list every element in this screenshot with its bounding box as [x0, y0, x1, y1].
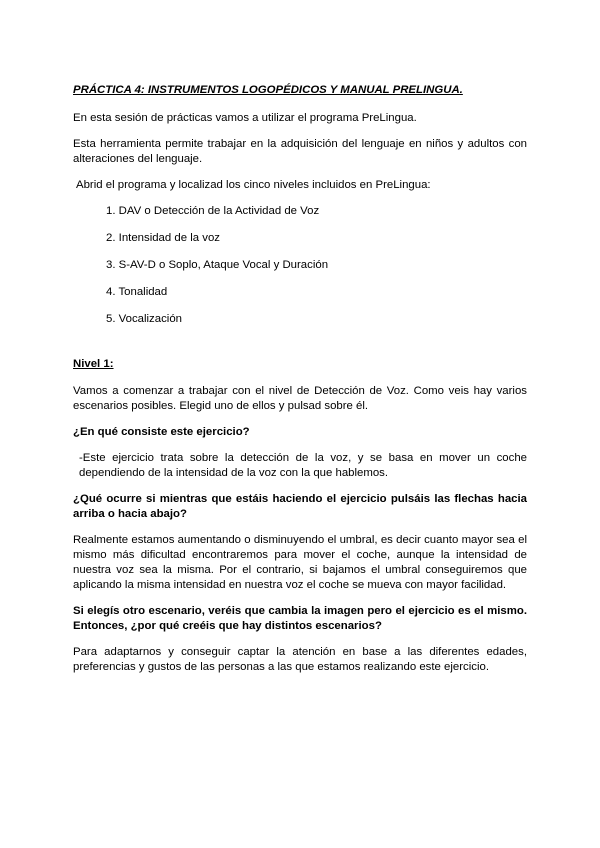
levels-list — [73, 204, 527, 327]
page-title: PRÁCTICA 4: INSTRUMENTOS LOGOPÉDICOS Y MANUAL PRELINGUA. — [73, 84, 463, 96]
answer-1: -Este ejercicio trata sobre la detección de la voz, y se basa en mover un coche dependiendo de la intensidad de la voz con la que hablemos. — [79, 452, 527, 479]
intro-paragraph-3: Abrid el programa y localizad los cinco niveles incluidos en PreLingua: — [76, 179, 431, 191]
list-item: 1. DAV o Detección de la Actividad de Voz — [106, 205, 320, 217]
level1-description: Vamos a comenzar a trabajar con el nivel de Detección de Voz. Como veis hay varios escenarios posibles. Elegid uno de ellos y pulsad sobre él. — [73, 385, 527, 412]
question-3: Si elegís otro escenario, veréis que cambia la imagen pero el ejercicio es el mismo. Entonces, ¿por qué creéis que hay distintos escenarios? — [73, 605, 527, 632]
list-item: 2. Intensidad de la voz — [106, 232, 220, 244]
question-2: ¿Qué ocurre si mientras que estáis haciendo el ejercicio pulsáis las flechas hacia arriba o hacia abajo? — [73, 493, 527, 520]
list-item: 3. S-AV-D o Soplo, Ataque Vocal y Duración — [106, 259, 329, 271]
answer-3: Para adaptarnos y conseguir captar la atención en base a las diferentes edades, preferencias y gustos de las personas a las que estamos realizando este ejercicio. — [73, 646, 527, 673]
intro-paragraph-1: En esta sesión de prácticas vamos a utilizar el programa PreLingua. — [73, 112, 417, 124]
spacer — [73, 339, 527, 357]
document-page — [73, 83, 527, 686]
level1-heading: Nivel 1: — [73, 358, 114, 370]
answer-2: Realmente estamos aumentando o disminuyendo el umbral, es decir cuanto mayor sea el mismo más dificultad encontraremos para mover el coche, aunque la intensidad de nuestra voz sea la misma. Por el contrario, si bajamos el umbral conseguiremos que aplicando la misma intensidad en nuestra voz el coche se mueva con mayor facilidad. — [73, 534, 527, 591]
list-item: 4. Tonalidad — [106, 286, 168, 298]
intro-paragraph-2: Esta herramienta permite trabajar en la adquisición del lenguaje en niños y adultos con alteraciones del lenguaje. — [73, 138, 527, 165]
list-item: 5. Vocalización — [106, 313, 182, 325]
question-1: ¿En qué consiste este ejercicio? — [73, 426, 250, 438]
